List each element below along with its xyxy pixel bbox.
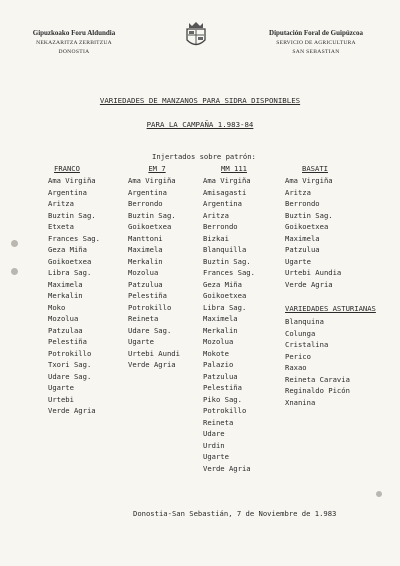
variety-item: Ugarte	[48, 383, 74, 392]
punch-hole-mark	[376, 491, 382, 497]
asturian-varieties-heading: VARIEDADES ASTURIANAS	[285, 304, 376, 313]
header-left-line3: DONOSTIA	[58, 49, 90, 55]
variety-item: Goikoetxea	[48, 256, 92, 266]
variety-item: Urdin	[203, 440, 225, 450]
variety-item: Urtebi Aundi	[128, 348, 180, 358]
variety-item: Maximela	[203, 314, 238, 323]
variety-item: Frances Sag.	[203, 268, 255, 277]
variety-item: Berrondo	[203, 222, 238, 231]
variety-item: Aritza	[203, 210, 229, 220]
variety-item: Maximela	[48, 279, 83, 289]
variety-item: Pelestiña	[48, 337, 87, 346]
variety-item: Verde Agria	[128, 360, 176, 369]
column-head-mm111: MM 111	[221, 164, 247, 173]
variety-item: Frances Sag.	[48, 233, 100, 243]
column-basati	[285, 164, 376, 408]
variety-item: Verde Agria	[203, 463, 251, 473]
variety-item: Patzulua	[285, 245, 320, 254]
campaign-title	[0, 120, 400, 129]
variety-item: Argentina	[48, 187, 87, 197]
variety-item: Palazio	[203, 360, 234, 369]
variety-item: Amisagasti	[203, 187, 247, 197]
punch-hole-mark	[11, 268, 18, 275]
column-mm111	[203, 164, 265, 474]
variety-item: Verde Agria	[285, 279, 333, 289]
variety-item: Mokote	[203, 348, 229, 358]
variety-item: Maximela	[285, 233, 320, 243]
rootstock-subtitle: Injertados sobre patrón:	[152, 152, 256, 161]
variety-item: Xnanina	[285, 397, 316, 407]
header-right-line2: SERVICIO DE AGRICULTURA	[276, 40, 356, 46]
variety-list-asturian	[285, 316, 376, 408]
variety-item: Goikoetxea	[203, 291, 247, 300]
variety-item: Ugarte	[128, 337, 154, 346]
variety-item: Moko	[48, 302, 66, 312]
variety-item: Udare Sag.	[48, 371, 92, 381]
column-head-em7: EM 7	[148, 164, 166, 173]
variety-item: Etxeta	[48, 222, 74, 231]
variety-item: Aritza	[48, 199, 74, 208]
variety-item: Piko Sag.	[203, 394, 242, 404]
variety-item: Blanquina	[285, 317, 324, 326]
variety-item: Udare	[203, 429, 225, 438]
variety-item: Verde Agria	[48, 406, 96, 415]
column-head-basati: BASATI	[302, 164, 328, 173]
variety-item: Pelestiña	[203, 383, 242, 392]
date-footer: Donostia-San Sebastián, 7 de Noviembre de 1.983	[133, 509, 337, 518]
header-left	[14, 29, 134, 55]
variety-item: Txori Sag.	[48, 360, 92, 369]
campaign-title-text: PARA LA CAMPAÑA 1.983-84	[146, 120, 254, 129]
coat-of-arms-icon	[183, 20, 209, 50]
variety-item: Argentina	[128, 187, 167, 197]
document-title	[0, 96, 400, 105]
variety-item: Argentina	[203, 199, 242, 208]
variety-item: Ama Virgiña	[285, 176, 333, 185]
variety-item: Urtebi Aundia	[285, 268, 342, 277]
column-em7	[128, 164, 186, 371]
variety-item: Potrokillo	[128, 302, 172, 312]
variety-item: Pelestiña	[128, 291, 167, 300]
variety-list-basati	[285, 175, 376, 290]
header-left-line2: NEKAZARITZA ZERBITZUA	[36, 40, 112, 46]
variety-item: Geza Miña	[48, 245, 87, 254]
variety-item: Patzulaa	[48, 325, 83, 335]
variety-item: Libra Sag.	[203, 302, 247, 312]
column-franco	[48, 164, 100, 417]
variety-item: Merkalin	[128, 256, 163, 266]
variety-item: Goikoetxea	[285, 222, 329, 231]
variety-item: Geza Miña	[203, 279, 242, 289]
variety-list-franco	[48, 175, 100, 417]
variety-item: Raxao	[285, 363, 307, 372]
variety-item: Ugarte	[285, 256, 311, 266]
variety-item: Buztin Sag.	[48, 210, 96, 220]
variety-item: Ama Virgiña	[48, 176, 96, 185]
variety-item: Reginaldo Picón	[285, 386, 350, 395]
variety-item: Urtebi	[48, 394, 74, 404]
variety-item: Merkalin	[203, 325, 238, 335]
variety-item: Reineta	[203, 417, 234, 427]
variety-item: Buztin Sag.	[128, 210, 176, 220]
variety-item: Cristalina	[285, 340, 329, 349]
variety-item: Blanquilla	[203, 245, 247, 254]
variety-item: Ugarte	[203, 452, 229, 461]
variety-item: Reineta Caravia	[285, 374, 350, 384]
variety-list-em7	[128, 175, 186, 371]
column-head-franco: FRANCO	[54, 164, 80, 173]
variety-item: Maximela	[128, 245, 163, 254]
variety-item: Manttoni	[128, 233, 163, 243]
header-right-line1: Diputación Foral de Guipúzcoa	[269, 29, 363, 37]
header-left-line1: Gipuzkoako Foru Aldundia	[32, 29, 116, 37]
variety-item: Ama Virgiña	[203, 176, 251, 185]
variety-list-mm111	[203, 175, 265, 474]
variety-item: Bizkai	[203, 233, 229, 243]
variety-item: Goikoetxea	[128, 222, 172, 231]
variety-item: Potrokillo	[48, 348, 92, 358]
header-right	[246, 29, 386, 55]
variety-item: Merkalin	[48, 291, 83, 300]
variety-item: Patzulua	[128, 279, 163, 289]
variety-item: Libra Sag.	[48, 268, 92, 277]
variety-item: Mozolua	[128, 268, 159, 277]
variety-item: Mozolua	[48, 314, 79, 323]
variety-item: Perico	[285, 351, 311, 361]
variety-item: Udare Sag.	[128, 325, 172, 335]
variety-item: Berrondo	[128, 199, 163, 208]
variety-item: Patzulua	[203, 371, 238, 381]
punch-hole-mark	[11, 240, 18, 247]
variety-item: Mozolua	[203, 337, 234, 346]
header-right-line3: SAN SEBASTIAN	[292, 49, 340, 55]
variety-item: Potrokillo	[203, 406, 247, 415]
variety-item: Ama Virgiña	[128, 176, 176, 185]
variety-item: Berrondo	[285, 199, 320, 208]
variety-item: Buztin Sag.	[203, 256, 251, 266]
variety-item: Aritza	[285, 187, 311, 197]
variety-item: Colunga	[285, 328, 316, 338]
variety-item: Reineta	[128, 314, 159, 323]
document-title-text: VARIEDADES DE MANZANOS PARA SIDRA DISPONIBLES	[99, 96, 301, 105]
variety-item: Buztin Sag.	[285, 210, 333, 220]
